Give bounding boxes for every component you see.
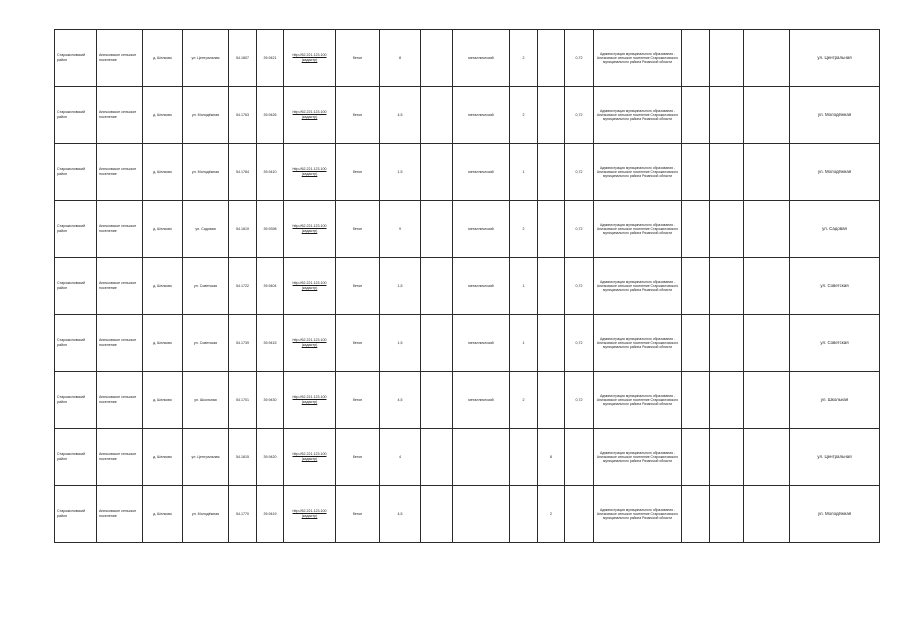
empty-cell	[682, 429, 710, 486]
container-type-cell: металлический	[453, 315, 510, 372]
owner-cell: Администрация муниципального образования - Аничковское сельское поселение Старожиловского муниципального района Рязанской области	[594, 30, 682, 87]
latitude-cell: 54.1722	[229, 258, 257, 315]
container-type-cell	[453, 486, 510, 543]
container-type-cell: металлический	[453, 144, 510, 201]
cover-cell	[421, 429, 453, 486]
container-count-cell: 2	[510, 201, 538, 258]
district-cell: Старожиловский район	[55, 429, 97, 486]
container-type-cell: металлический	[453, 258, 510, 315]
owner-cell: Администрация муниципального образования - Аничковское сельское поселение Старожиловского муниципального района Рязанской области	[594, 201, 682, 258]
served-objects-cell: ул. Советская	[790, 258, 880, 315]
locality-cell: д. Шелково	[143, 201, 183, 258]
settlement-cell: Аничковское сельское поселение	[97, 486, 143, 543]
area-cell: 8	[380, 30, 421, 87]
locality-cell: д. Шелково	[143, 372, 183, 429]
latitude-cell: 54.1701	[229, 372, 257, 429]
empty-cell	[710, 258, 744, 315]
table-row	[55, 201, 880, 258]
empty-cell	[744, 486, 790, 543]
volume-cell: 0,72	[565, 144, 594, 201]
served-objects-cell: ул. Школьная	[790, 372, 880, 429]
empty-cell	[682, 87, 710, 144]
cover-cell	[421, 258, 453, 315]
owner-cell: Администрация муниципального образования - Аничковское сельское поселение Старожиловского муниципального района Рязанской области	[594, 258, 682, 315]
table-row	[55, 429, 880, 486]
address-cell: ул. Центральная	[183, 30, 229, 87]
container-type-cell: металлический	[453, 372, 510, 429]
cadastre-link-cell[interactable]: http://62.221.123.100 (кадастр)	[284, 258, 336, 315]
material-cell: бетон	[336, 30, 380, 87]
table-row	[55, 144, 880, 201]
empty-cell	[744, 315, 790, 372]
served-objects-cell: ул. Молодёжная	[790, 87, 880, 144]
container-count-cell: 1	[510, 258, 538, 315]
material-cell: бетон	[336, 429, 380, 486]
area-cell: 1,5	[380, 144, 421, 201]
container-count-cell	[510, 429, 538, 486]
container-count-2-cell	[538, 201, 565, 258]
container-type-cell	[453, 429, 510, 486]
owner-cell: Администрация муниципального образования - Аничковское сельское поселение Старожиловского муниципального района Рязанской области	[594, 486, 682, 543]
locality-cell: д. Шелково	[143, 87, 183, 144]
empty-cell	[682, 144, 710, 201]
district-cell: Старожиловский район	[55, 201, 97, 258]
longitude-cell: 39.9430	[257, 372, 284, 429]
locality-cell: д. Шелково	[143, 144, 183, 201]
cadastre-link-cell[interactable]: http://62.221.123.100 (кадастр)	[284, 372, 336, 429]
district-cell: Старожиловский район	[55, 144, 97, 201]
container-count-2-cell	[538, 315, 565, 372]
district-cell: Старожиловский район	[55, 315, 97, 372]
served-objects-cell: ул. Садовая	[790, 201, 880, 258]
empty-cell	[710, 87, 744, 144]
area-cell: 4,5	[380, 372, 421, 429]
volume-cell: 0,72	[565, 201, 594, 258]
empty-cell	[710, 144, 744, 201]
locality-cell: д. Шелково	[143, 486, 183, 543]
volume-cell	[565, 429, 594, 486]
empty-cell	[710, 201, 744, 258]
container-count-cell: 1	[510, 144, 538, 201]
cadastre-link-cell[interactable]: http://62.221.123.100 (кадастр)	[284, 30, 336, 87]
owner-cell: Администрация муниципального образования - Аничковское сельское поселение Старожиловского муниципального района Рязанской области	[594, 144, 682, 201]
cadastre-link-cell[interactable]: http://62.221.123.100 (кадастр)	[284, 87, 336, 144]
locality-cell: д. Шелково	[143, 30, 183, 87]
district-cell: Старожиловский район	[55, 30, 97, 87]
cover-cell	[421, 87, 453, 144]
cadastre-link-cell[interactable]: http://62.221.123.100 (кадастр)	[284, 429, 336, 486]
owner-cell: Администрация муниципального образования - Аничковское сельское поселение Старожиловского муниципального района Рязанской области	[594, 87, 682, 144]
volume-cell: 0,72	[565, 372, 594, 429]
owner-cell: Администрация муниципального образования - Аничковское сельское поселение Старожиловского муниципального района Рязанской области	[594, 429, 682, 486]
latitude-cell: 54.1819	[229, 201, 257, 258]
served-objects-cell: ул. Центральная	[790, 429, 880, 486]
locality-cell: д. Шелково	[143, 258, 183, 315]
empty-cell	[710, 30, 744, 87]
container-count-2-cell	[538, 87, 565, 144]
latitude-cell: 54.1763	[229, 87, 257, 144]
settlement-cell: Аничковское сельское поселение	[97, 315, 143, 372]
address-cell: ул. Садовая	[183, 201, 229, 258]
cover-cell	[421, 372, 453, 429]
cover-cell	[421, 201, 453, 258]
container-count-2-cell	[538, 258, 565, 315]
container-count-cell: 2	[510, 372, 538, 429]
empty-cell	[710, 315, 744, 372]
longitude-cell: 39.9410	[257, 144, 284, 201]
longitude-cell: 39.9419	[257, 486, 284, 543]
registry-table	[54, 29, 880, 543]
material-cell: бетон	[336, 87, 380, 144]
settlement-cell: Аничковское сельское поселение	[97, 87, 143, 144]
settlement-cell: Аничковское сельское поселение	[97, 372, 143, 429]
district-cell: Старожиловский район	[55, 87, 97, 144]
volume-cell: 0,72	[565, 87, 594, 144]
empty-cell	[744, 258, 790, 315]
area-cell: 1,5	[380, 258, 421, 315]
district-cell: Старожиловский район	[55, 372, 97, 429]
volume-cell: 0,72	[565, 30, 594, 87]
served-objects-cell: ул. Молодёжная	[790, 486, 880, 543]
empty-cell	[710, 486, 744, 543]
area-cell: 4	[380, 429, 421, 486]
container-count-cell	[510, 486, 538, 543]
material-cell: бетон	[336, 144, 380, 201]
container-count-2-cell: 8	[538, 429, 565, 486]
empty-cell	[710, 372, 744, 429]
empty-cell	[682, 372, 710, 429]
latitude-cell: 54.1807	[229, 30, 257, 87]
volume-cell: 0,72	[565, 258, 594, 315]
longitude-cell: 39.9404	[257, 258, 284, 315]
longitude-cell: 39.9426	[257, 87, 284, 144]
empty-cell	[682, 30, 710, 87]
empty-cell	[744, 87, 790, 144]
table-row	[55, 486, 880, 543]
container-count-2-cell	[538, 30, 565, 87]
empty-cell	[682, 486, 710, 543]
empty-cell	[744, 429, 790, 486]
table-row	[55, 258, 880, 315]
container-count-2-cell: 2	[538, 486, 565, 543]
served-objects-cell: ул. Центральная	[790, 30, 880, 87]
area-cell: 4,5	[380, 87, 421, 144]
empty-cell	[744, 144, 790, 201]
address-cell: ул. Школьная	[183, 372, 229, 429]
material-cell: бетон	[336, 372, 380, 429]
area-cell: 4,5	[380, 486, 421, 543]
container-count-cell: 1	[510, 315, 538, 372]
district-cell: Старожиловский район	[55, 258, 97, 315]
volume-cell	[565, 486, 594, 543]
district-cell: Старожиловский район	[55, 486, 97, 543]
cover-cell	[421, 30, 453, 87]
longitude-cell: 39.9421	[257, 30, 284, 87]
empty-cell	[682, 258, 710, 315]
owner-cell: Администрация муниципального образования - Аничковское сельское поселение Старожиловского муниципального района Рязанской области	[594, 315, 682, 372]
area-cell: 9	[380, 201, 421, 258]
container-count-2-cell	[538, 144, 565, 201]
served-objects-cell: ул. Советская	[790, 315, 880, 372]
longitude-cell: 39.9420	[257, 429, 284, 486]
cadastre-link-cell[interactable]: http://62.221.123.100 (кадастр)	[284, 486, 336, 543]
cadastre-link-cell[interactable]: http://62.221.123.100 (кадастр)	[284, 201, 336, 258]
cadastre-link-cell[interactable]: http://62.221.123.100 (кадастр)	[284, 144, 336, 201]
locality-cell: д. Шелково	[143, 429, 183, 486]
area-cell: 1,5	[380, 315, 421, 372]
settlement-cell: Аничковское сельское поселение	[97, 30, 143, 87]
empty-cell	[744, 201, 790, 258]
address-cell: ул. Молодёжная	[183, 144, 229, 201]
latitude-cell: 54.1739	[229, 315, 257, 372]
settlement-cell: Аничковское сельское поселение	[97, 429, 143, 486]
cover-cell	[421, 486, 453, 543]
container-type-cell: металлический	[453, 30, 510, 87]
served-objects-cell: ул. Молодёжная	[790, 144, 880, 201]
address-cell: ул. Советская	[183, 258, 229, 315]
table-row	[55, 372, 880, 429]
settlement-cell: Аничковское сельское поселение	[97, 258, 143, 315]
table-row	[55, 87, 880, 144]
container-count-cell: 2	[510, 87, 538, 144]
material-cell: бетон	[336, 486, 380, 543]
latitude-cell: 54.1784	[229, 144, 257, 201]
address-cell: ул. Советская	[183, 315, 229, 372]
volume-cell: 0,72	[565, 315, 594, 372]
latitude-cell: 54.1815	[229, 429, 257, 486]
cover-cell	[421, 144, 453, 201]
owner-cell: Администрация муниципального образования - Аничковское сельское поселение Старожиловского муниципального района Рязанской области	[594, 372, 682, 429]
cadastre-link-cell[interactable]: http://62.221.123.100 (кадастр)	[284, 315, 336, 372]
table-row	[55, 30, 880, 87]
settlement-cell: Аничковское сельское поселение	[97, 201, 143, 258]
container-count-cell: 2	[510, 30, 538, 87]
material-cell: бетон	[336, 201, 380, 258]
locality-cell: д. Шелково	[143, 315, 183, 372]
longitude-cell: 39.9398	[257, 201, 284, 258]
table-row	[55, 315, 880, 372]
container-count-2-cell	[538, 372, 565, 429]
longitude-cell: 39.9415	[257, 315, 284, 372]
empty-cell	[710, 429, 744, 486]
material-cell: бетон	[336, 315, 380, 372]
container-type-cell: металлический	[453, 201, 510, 258]
empty-cell	[744, 372, 790, 429]
cover-cell	[421, 315, 453, 372]
empty-cell	[682, 315, 710, 372]
address-cell: ул. Молодёжная	[183, 87, 229, 144]
empty-cell	[682, 201, 710, 258]
latitude-cell: 54.1770	[229, 486, 257, 543]
container-type-cell: металлический	[453, 87, 510, 144]
material-cell: бетон	[336, 258, 380, 315]
address-cell: ул. Молодёжная	[183, 486, 229, 543]
address-cell: ул. Центральная	[183, 429, 229, 486]
empty-cell	[744, 30, 790, 87]
settlement-cell: Аничковское сельское поселение	[97, 144, 143, 201]
table-body	[55, 30, 880, 543]
